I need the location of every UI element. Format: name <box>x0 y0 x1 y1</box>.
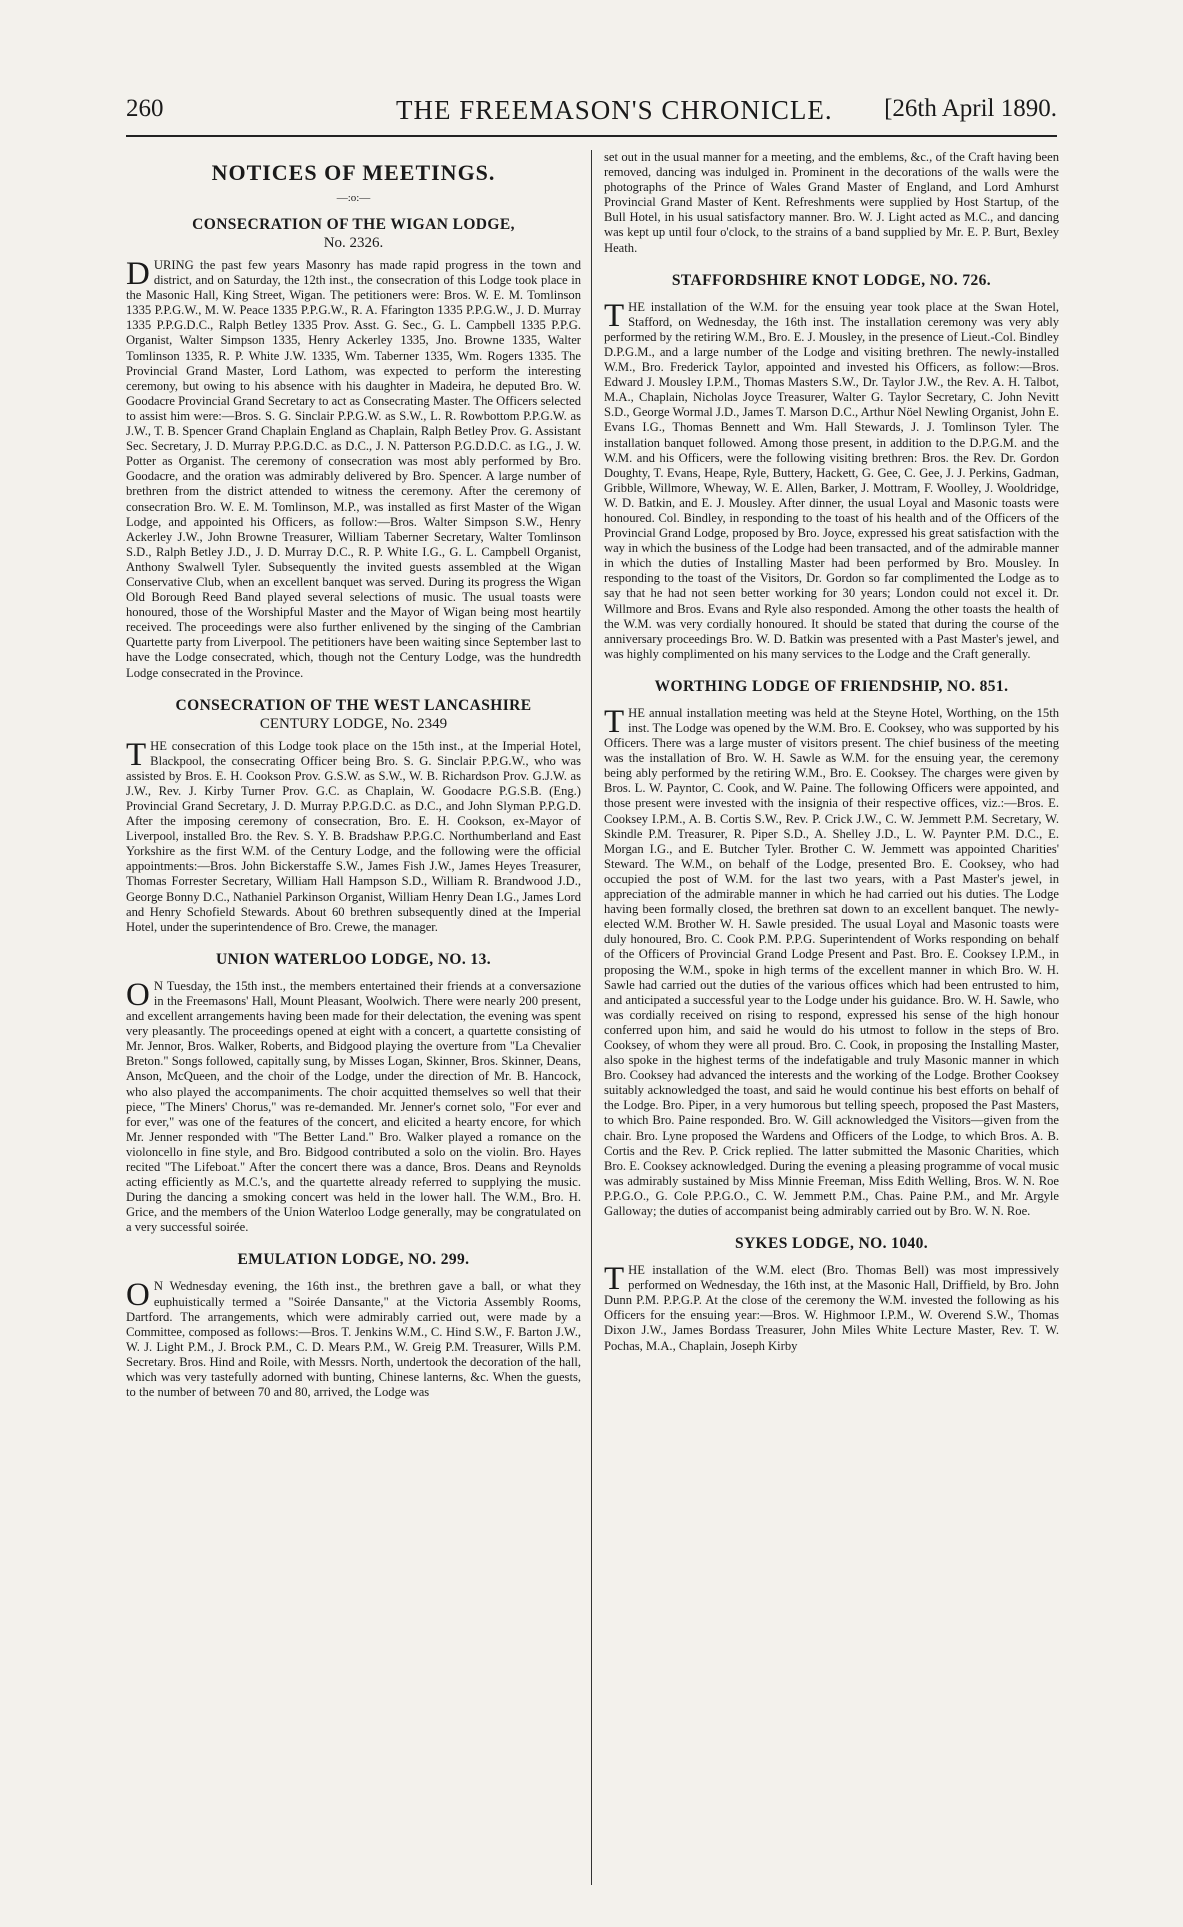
west-lancashire-subheading: CENTURY LODGE, No. 2349 <box>259 715 448 732</box>
worthing-heading: WORTHING LODGE OF FRIENDSHIP, NO. 851. <box>654 677 1009 695</box>
emulation-article-continued: set out in the usual manner for a meeting, and the emblems, &c., of the Craft having been removed, dancing was indulged in. Prominent in the decorations of the walls were the photographs of the Prince of Wales Grand Master of England, and Lord Amhurst Provincial Grand Master of Kent. Refreshments were supplied by Host Startup, of the Bull Hotel, in his usual satisfactory manner. Bro. W. J. Light acted as M.C., and dancing was kept up until four o'clock, to the strains of a band supplied by Mr. E. P. Burt, Bexley Heath. <box>604 150 1059 255</box>
page-number: 260 <box>126 95 164 122</box>
union-waterloo-article: ON Tuesday, the 15th inst., the members entertained their friends at a conversazione in the Freemasons' Hall, Mount Pleasant, Woolwich. There were nearly 200 present, and excellent arrangements having been made for their delectation, the evening was spent very pleasantly. The proceedings opened at eight with a concert, a quartette consisting of Mr. Jennor, Bros. Walker, Roberts, and Bidgood playing the overture from "La Chevalier Breton." Songs followed, capitally sung, by Misses Logan, Skinner, Bros. Skinner, Deans, Anson, McQueen, and the choir of the Lodge, under the direction of Mr. B. Hancock, who also played the accompaniments. The choir acquitted themselves so well that their piece, "The Miners' Chorus," was re-demanded. Mr. Jenner's cornet solo, "For ever and for ever," was one of the features of the concert, and elicited a hearty encore, for which Mr. Jenner responded with "The Better Land." Bro. Walker played a romance on the violoncello in fine style, and Bro. Bidgood contributed a solo on the violin. Bro. Hayes recited "The Lifeboat." After the concert there was a dance, Bros. Deans and Reynolds acting efficiently as M.C.'s, and the quartette already referred to supplying the music. During the dancing a smoking concert was held in the lower hall. The W.M., Bro. H. Grice, and the members of the Union Waterloo Lodge generally, may be congratulated on a very successful soirée. <box>126 976 581 1235</box>
right-column <box>604 150 1059 1885</box>
sykes-article: THE installation of the W.M. elect (Bro. Thomas Bell) was most impressively performed on Wednesday, the 16th inst, at the Masonic Hall, Driffield, by Bro. John Dunn P.M. P.P.G.P. At the close of the ceremony the W.M. invested the following as his Officers for the ensuing year:—Bros. W. Highmoor I.P.M., W. Overend S.W., Thomas Dixon J.W., James Bordass Treasurer, John Miles White Lecture Master, Rev. T. W. Pochas, M.A., Chaplain, Joseph Kirby <box>604 1261 1059 1353</box>
ornament-separator: —:o:— <box>336 192 371 204</box>
publication-title: THE FREEMASON'S CHRONICLE. <box>396 95 833 125</box>
column-rule <box>591 150 592 1885</box>
notices-heading: NOTICES OF MEETINGS. <box>211 160 496 185</box>
staffordshire-heading: STAFFORDSHIRE KNOT LODGE, NO. 726. <box>671 271 992 289</box>
wigan-heading: CONSECRATION OF THE WIGAN LODGE, <box>192 216 515 233</box>
issue-date: [26th April 1890. <box>884 95 1057 122</box>
sykes-heading: SYKES LODGE, NO. 1040. <box>734 1235 929 1253</box>
staffordshire-article: THE installation of the W.M. for the ensuing year took place at the Swan Hotel, Stafford, on Wednesday, the 16th inst. The installation ceremony was very ably performed by the retiring W.M., Bro. E. J. Mousley, in the presence of Lieut.-Col. Bindley D.P.G.M., and a large number of the Lodge and visiting brethren. The newly-installed W.M., Bro. Frederick Taylor, appointed and invested his Officers, as follow:—Bros. Edward J. Mousley I.P.M., Thomas Masters S.W., Dr. Taylor J.W., the Rev. A. H. Talbot, M.A., Chaplain, Nicholas Joyce Treasurer, Walter G. Taylor Secretary, C. John Nevitt S.D., George Wormal J.D., James T. Marson D.C., Arthur Nöel Newling Organist, John E. Evans I.G., Thomas Bennett and Wm. Hall Stewards, J. J. Tomlinson Tyler. The installation banquet followed. Among those present, in addition to the D.P.G.M. and the W.M. and his Officers, were the following visiting brethren: Bros. the Rev. Dr. Gordon Doughty, T. Evans, Heape, Ryle, Buttery, Hackett, G. Gee, C. Gee, J. J. Perkins, Gadman, Gribble, Willmore, Wheway, W. E. Allen, Barker, J. Mottram, F. Woolley, J. Wooldridge, W. D. Batkin, and E. J. Mousley. After dinner, the usual Loyal and Masonic toasts were honoured. Col. Bindley, in responding to the toast of his health and of the Officers of the Provincial Grand Lodge, proposed by Bro. Joyce, expressed his great satisfaction with the way in which the business of the Lodge had been transacted, and of the admirable manner in which the duties of Installing Master had been performed by Bro. Mousley. In responding to the toast of the Visitors, Dr. Gordon so far complimented the Lodge as to say that he had not seen better working for 30 years; London could not excel it. Dr. Willmore and Bros. Evans and Ryle also responded. Among the other toasts the health of the W.M. was very cordially honoured. It should be stated that during the course of the anniversary proceedings Bro. W. D. Batkin was presented with a Past Master's jewel, and was highly complimented on his many services to the Lodge and the Craft generally. <box>604 297 1059 661</box>
emulation-article: ON Wednesday evening, the 16th inst., the brethren gave a ball, or what they euphuistically termed a "Soirée Dansante," at the Victoria Assembly Rooms, Dartford. The arrangements, which were admirably carried out, were made by a Committee, composed as follows:—Bros. T. Jenkins W.M., C. Hind S.W., F. Barton J.W., W. J. Light P.M., J. Brock P.M., C. D. Mears P.M., W. Greig P.M. Treasurer, Wills P.M. Secretary. Bros. Hind and Roile, with Messrs. North, undertook the decoration of the hall, which was very tastefully adorned with bunting, Chinese lanterns, &c. When the guests, to the number of between 70 and 80, arrived, the Lodge was <box>126 1277 581 1400</box>
union-waterloo-heading: UNION WATERLOO LODGE, NO. 13. <box>216 950 491 968</box>
left-column <box>126 150 581 1885</box>
wigan-article: DURING the past few years Masonry has made rapid progress in the town and district, and on Saturday, the 12th inst., the consecration of this Lodge took place in the Masonic Hall, King Street, Wigan. The petitioners were: Bros. W. E. M. Tomlinson 1335 P.P.G.W., M. W. Peace 1335 P.P.G.W., R. A. Ffarington 1335 P.P.G.W., J. D. Murray 1335 P.P.G.D.C., Ralph Betley 1335 Prov. Asst. G. Sec., G. L. Campbell 1335 P.P.G. Organist, Walter Simpson 1335, Henry Ackerley 1335, Jno. Browne 1335, Walter Tomlinson 1335, R. P. White J.W. 1335, Wm. Taberner 1335, Wm. Rogers 1335. The Provincial Grand Master, Lord Lathom, was expected to perform the interesting ceremony, but owing to his absence with his daughter in Madeira, he deputed Bro. W. Goodacre Provincial Grand Secretary to act as Consecrating Master. The Officers selected to assist him were:—Bros. S. G. Sinclair P.P.G.W. as S.W., L. R. Rowbottom P.P.G.W. as J.W., T. B. Spencer Grand Chaplain England as Chaplain, Ralph Betley Prov. G. Assistant Sec. Secretary, J. D. Murray P.P.G.D.C. as D.C., J. N. Patterson P.G.D.D.C. as I.G., J. W. Potter as Organist. The ceremony of consecration was most ably performed by Bro. Goodacre, and the oration was admirably delivered by Bro. Spencer. A large number of brethren from the district attended to witness the ceremony. After the ceremony of consecration Bro. W. E. M. Tomlinson, M.P., was installed as first Master of the Wigan Lodge, and appointed his Officers, as follow:—Bros. Walter Simpson S.W., Henry Ackerley J.W., John Browne Treasurer, William Taberner Secretary, Walter Tomlinson S.D., Ralph Betley J.D., J. D. Murray D.C., R. P. White I.G., G. L. Campbell Organist, Anthony Swalwell Tyler. Subsequently the invited guests assembled at the Wigan Conservative Club, when an excellent banquet was served. During its progress the Wigan Old Borough Reed Band played several selections of music. The usual toasts were honoured, those of the Worshipful Master and the Mayor of Wigan being most heartily received. The proceedings were also further enlivened by the singing of the Cambrian Quartette party from Liverpool. The petitioners have been waiting since September last to have the Lodge consecrated, which, though not the Century Lodge, was the hundredth Lodge consecrated in the Province. <box>126 256 581 680</box>
running-head <box>126 95 1057 137</box>
west-lancashire-article: THE consecration of this Lodge took place on the 15th inst., at the Imperial Hotel, Blackpool, the consecrating Officer being Bro. S. G. Sinclair P.P.G.W., who was assisted by Bros. E. H. Cookson Prov. G.S.W. as S.W., W. B. Richardson Prov. G.J.W. as J.W., Rev. J. Kirby Turner Prov. G.C. as Chaplain, W. Goodacre P.G.S.B. (Eng.) Provincial Grand Secretary, J. D. Murray P.P.G.D.C. as D.C., and John Slyman P.P.G.D. After the imposing ceremony of consecration, Bro. E. H. Cookson, ex-Mayor of Liverpool, installed Bro. the Rev. S. Y. B. Bradshaw P.P.G.C. Northumberland and East Yorkshire as the first W.M. of the Century Lodge, and the following were the official appointments:—Bros. John Bickerstaffe S.W., James Fish J.W., James Heyes Treasurer, Thomas Forrester Secretary, William Hall Hampson S.D., William R. Brandwood J.D., George Bonny D.C., Nathaniel Parkinson Organist, William Henry Dean I.G., James Lord and Henry Schofield Stewards. About 60 brethren subsequently dined at the Imperial Hotel, under the superintendence of Bro. Crewe, the manager. <box>126 736 581 934</box>
emulation-heading: EMULATION LODGE, NO. 299. <box>237 1251 470 1269</box>
worthing-article: THE annual installation meeting was held at the Steyne Hotel, Worthing, on the 15th inst. The Lodge was opened by the W.M. Bro. E. Cooksey, who was supported by his Officers. There was a large muster of visitors present. The chief business of the meeting was the installation of Bro. W. H. Sawle as W.M. for the ensuing year, the ceremony being ably performed by the retiring W.M., Bro. E. Cooksey. The charges were given by Bros. L. W. Payntor, C. Cook, and W. Paine. The following Officers were appointed, and those present were invested with the insignia of their respective offices, viz.:—Bros. E. Cooksey I.P.M., A. B. Cortis S.W., Rev. P. Crick J.W., C. W. Jemmett P.M. Secretary, W. Skindle P.M. Treasurer, R. Piper S.D., A. Shelley J.D., L. W. Paynter P.M. D.C., E. Morgan I.G., and E. Butcher Tyler. Brother C. W. Jemmett was appointed Charities' Steward. The W.M., on behalf of the Lodge, presented Bro. E. Cooksey, who had occupied the post of W.M. for the last two years, with a Past Master's jewel, in appreciation of the admirable manner in which he had carried out his duties. The Lodge having been formally closed, the brethren sat down to an excellent banquet. The newly-elected W.M. Brother W. H. Sawle presided. The usual Loyal and Masonic toasts were duly honoured, Bro. C. Cook P.M. P.P.G. Superintendent of Works responding on behalf of the Officers of Provincial Grand Lodge Present and Past. Bro. E. Cooksey I.P.M., in proposing the W.M., spoke in high terms of the excellent manner in which Bro. W. H. Sawle had carried out the duties of the various offices which had been entrusted to him, and anticipated a successful year to the Lodge under his guidance. Bro. W. H. Sawle, who was cordially received on rising to respond, expressed his sense of the high honour conferred upon him, and said he would do his utmost to follow in the steps of Bro. Cooksey, of whom they were all proud. Bro. C. Cook, in proposing the Installing Master, also spoke in the highest terms of the indefatigable and truly Masonic manner in which Bro. Cooksey had advanced the interests and the working of the Lodge. Brother Cooksey suitably acknowledged the toast, and said he would continue his best efforts on behalf of the Lodge. Bro. Piper, in a very humorous but telling speech, proposed the Past Masters, to which Bro. Paine responded. Bro. W. Gill acknowledged the Visitors—given from the chair. Bro. Lyne proposed the Wardens and Officers of the Lodge, to which Bros. A. B. Cortis and the Rev. P. Crick replied. The latter submitted the Masonic Charities, which Bro. E. Cooksey acknowledged. During the evening a pleasing programme of vocal music was admirably sustained by Miss Minnie Freeman, Miss Edith Welling, Bros. W. N. Roe P.P.G.O., G. Cole P.P.G.O., C. W. Jemmett P.M., Chas. Paine P.M., and Mr. Argyle Galloway; the duties of accompanist being admirably carried out by Bro. W. N. Roe. <box>604 703 1059 1218</box>
west-lancashire-heading: CONSECRATION OF THE WEST LANCASHIRE <box>175 696 532 714</box>
wigan-number: No. 2326. <box>323 235 384 251</box>
